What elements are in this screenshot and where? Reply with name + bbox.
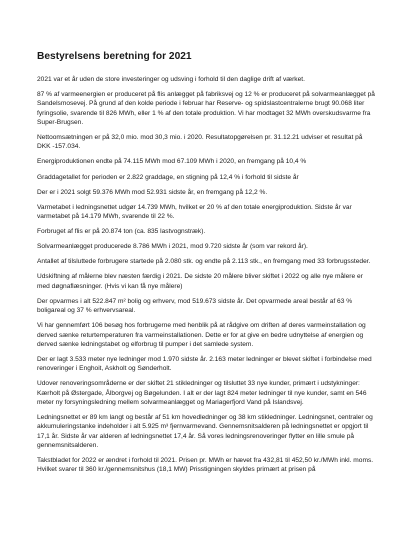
- report-title: Bestyrelsens beretning for 2021: [37, 51, 192, 62]
- paragraph: 2021 var et år uden de store investeringer og udsving i forhold til den daglige drift af værket.: [37, 76, 305, 83]
- paragraph: Udskiftning af målerne blev næsten færdig i 2021. De sidste 20 målere bliver skiftet i 2022 og alle nye målere er med døgnaflæsninger. (Hvis vi kan få nye målere): [37, 273, 363, 290]
- paragraph: Varmetabet i ledningsnettet udgør 14.739 MWh, hvilket er 20 % af den totale energiproduktion. Sidste år var varmetabet på 14.179 MWh, svarende til 22 %.: [37, 203, 352, 221]
- paragraph: Solvarmeanlægget producerede 8.786 MWh i 2021, mod 9.720 sidste år (som var rekord år).: [37, 243, 308, 251]
- report-body: [37, 75, 377, 475]
- paragraph: Graddagetallet for perioden er 2.822 graddage, en stigning på 12,4 % i forhold til sidste år: [37, 173, 299, 181]
- paragraph: Ledningsnettet er 89 km langt og består af 51 km hovedledninger og 38 km stikledninger. Ledningsnet, centraler og akkumuleringstanke indeholder i alt 5.925 m³ fjernvarmevand. Gennemsnitsalderen på ledningsnettet er opgjort til 17,1 år. Sidste år var alderen af ledningsnettet 17,4 år. Så vores ledningsrenoveringer flytter en lille smule på gennemsnitsalderen.: [37, 413, 373, 449]
- paragraph: Der er lagt 3.533 meter nye ledninger mod 1.970 sidste år. 2.163 meter ledninger er blevet skiftet i forbindelse med renoveringer i Enghoit, Askholt og Sønderholt.: [37, 355, 372, 373]
- paragraph: Der er i 2021 solgt 59.376 MWh mod 52.931 sidste år, en fremgang på 12,2 %.: [37, 188, 268, 196]
- paragraph: Nettoomsætningen er på 32,0 mio. mod 30,3 mio. i 2020. Resultatopgørelsen pr. 31.12.21 udviser et resultat på DKK -157.034.: [37, 134, 363, 151]
- paragraph: Vi har gennemført 106 besøg hos forbrugerne med henblik på at rådgive om driften af deres varmeinstallation og derved sænke returtemperaturen fra varmeinstallationen. Dette er for at give en bedre udnyttelse af energien og derved sænke ledningstabet og elforbrug til pumper i det samlede system.: [37, 322, 366, 348]
- paragraph: Forbruget af flis er på 20.874 ton (ca. 835 lastvognstræk).: [37, 228, 206, 236]
- paragraph: Energiproduktionen endte på 74.115 MWh mod 67.109 MWh i 2020, en fremgang på 10,4 %: [37, 158, 307, 166]
- paragraph: Antallet af tilsluttede forbrugere startede på 2.080 stk. og endte på 2.113 stk., en fremgang med 33 forbrugssteder.: [37, 258, 371, 266]
- paragraph: Takstbladet for 2022 er ændret i forhold til 2021. Prisen pr. MWh er hævet fra 432,81 til 452,50 kr./MWh inkl. moms. Hvilket svarer til 360 kr./gennemsnitshus (18,1 MW) Prisstigningen skyldes primært at prisen på: [37, 456, 374, 474]
- paragraph: Udover renoveringsområderne er der skiftet 21 stikledninger og tilsluttet 33 nye kunder, primært i udstykninger: Kærholt på Østergade, Ålborgvej og Bøgelunden. I alt er der lagt 824 meter ledninger til nye kunder, samt en 546 meter ny forsyningsledning mellem solvarmeanlægget og Mariagerfjord Vand på Islandsvej.: [37, 380, 367, 406]
- paragraph: 87 % af varmeenergien er produceret på flis anlægget på fabriksvej og 12 % er produceret på solvarmeanlægget på Sandelsmosevej. På grund af den kolde periode i februar har Reserve- og spidslastcentralerne brugt 90.068 liter fyringsolie, svarende til 826 MWh, eller 1 % af den totale produktion. Vi har modtaget 32 MWh overskudsvarme fra Super-Brugsen.: [37, 91, 375, 126]
- paragraph: Der opvarmes i alt 522.847 m² bolig og erhverv, mod 519.673 sidste år. Det opvarmede areal består af 63 % boligareal og 37 % erhvervsareal.: [37, 297, 353, 315]
